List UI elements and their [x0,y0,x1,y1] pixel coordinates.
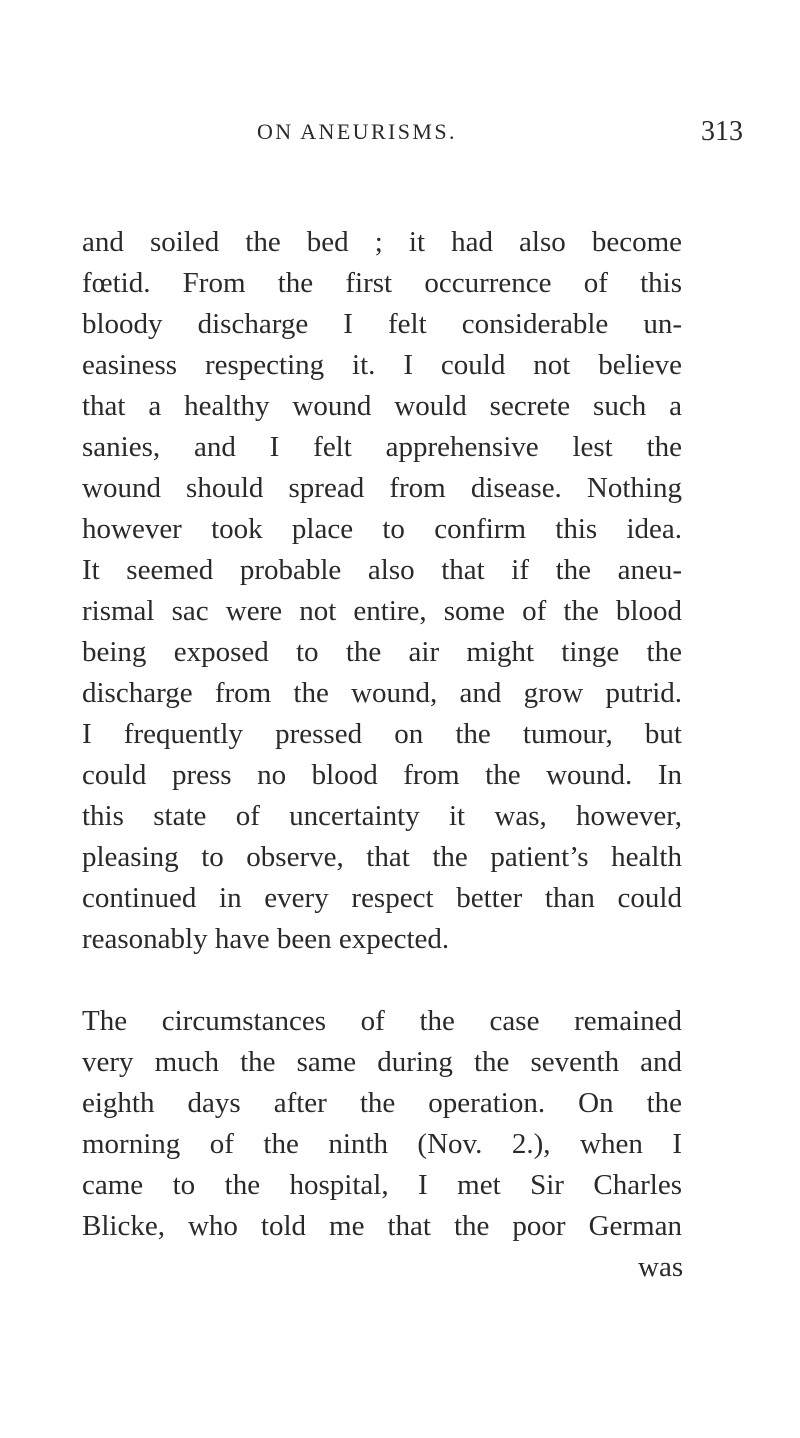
text-line: discharge from the wound, and grow putrid. [82,677,682,709]
page-number: 313 [701,116,743,147]
text-line: reasonably have been expected. [82,923,450,955]
text-line: fœtid. From the first occurrence of this [82,267,682,299]
text-line: very much the same during the seventh and [82,1046,682,1078]
text-line: came to the hospital, I met Sir Charles [82,1169,682,1201]
text-line: sanies, and I felt apprehensive lest the [82,431,682,463]
text-line: that a healthy wound would secrete such a [82,390,682,422]
text-line: I frequently pressed on the tumour, but [82,718,682,750]
text-line: this state of uncertainty it was, however, [82,800,682,832]
text-line: pleasing to observe, that the patient’s health [82,841,682,873]
text-line: wound should spread from disease. Nothing [82,472,682,504]
running-head: ON ANEURISMS. [257,119,457,144]
page-header [0,114,800,150]
text-line: however took place to confirm this idea. [82,513,682,545]
text-line: rismal sac were not entire, some of the blood [82,595,682,627]
catchword: was [638,1251,684,1283]
text-line: could press no blood from the wound. In [82,759,682,791]
text-line: morning of the ninth (Nov. 2.), when I [82,1128,682,1160]
text-line: It seemed probable also that if the aneu- [82,554,682,586]
text-line: continued in every respect better than could [82,882,682,914]
text-line: easiness respecting it. I could not believe [82,349,682,381]
text-line: eighth days after the operation. On the [82,1087,682,1119]
text-line: being exposed to the air might tinge the [82,636,682,668]
text-line: The circumstances of the case remained [82,1005,682,1037]
text-line: bloody discharge I felt considerable un- [82,308,682,340]
text-line: Blicke, who told me that the poor German [82,1210,682,1242]
text-line: and soiled the bed ; it had also become [82,226,682,258]
